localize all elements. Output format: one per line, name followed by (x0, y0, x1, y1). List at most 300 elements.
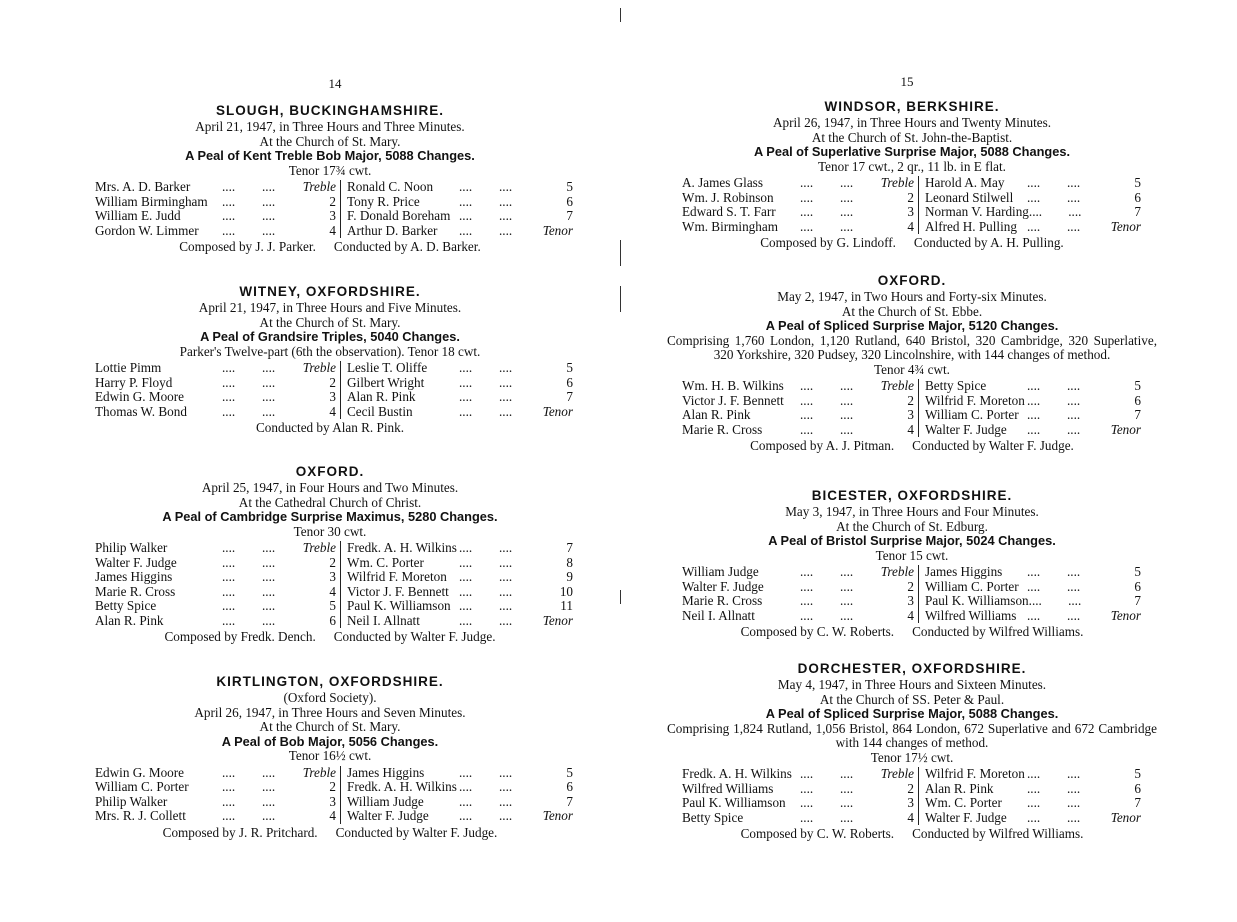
leader-dots: .... (800, 189, 814, 205)
peal-detail-line: Parker's Twelve-part (6th the observation). Tenor 18 cwt. (179, 343, 481, 359)
leader-dots: .... (1027, 378, 1041, 393)
leader-dots: .... (262, 222, 276, 238)
ringer-row (682, 408, 918, 423)
bell-number: Tenor (542, 403, 573, 419)
peal-title: A Peal of Grandsire Triples, 5040 Changes. (200, 329, 460, 344)
leader-dots: .... (262, 764, 276, 780)
bell-number: Tenor (1110, 421, 1141, 437)
ringer-row (95, 585, 340, 600)
peal-credits (80, 629, 580, 644)
leader-dots: .... (800, 809, 814, 825)
leader-dots: .... (1027, 407, 1041, 422)
ringer-name: Harold A. May (925, 175, 1005, 190)
leader-dots: .... (1027, 795, 1041, 810)
leader-dots: .... (800, 564, 814, 579)
ringer-name: William E. Judd (95, 208, 181, 223)
leader-dots: .... (459, 554, 473, 570)
leader-dots: .... (222, 360, 236, 375)
leader-dots: .... (800, 218, 814, 234)
leader-dots: .... (459, 179, 473, 194)
leader-dots: .... (459, 360, 473, 375)
ringer-row (682, 796, 918, 811)
credit-line: Conducted by A. H. Pulling. (913, 235, 1064, 250)
ringer-name: Cecil Bustin (347, 403, 413, 419)
ringer-row (925, 594, 1145, 609)
peal-detail-line: At the Church of St. John-the-Baptist. (811, 129, 1013, 145)
leader-dots: .... (222, 598, 236, 613)
ringer-name: Gordon W. Limmer (95, 222, 199, 238)
leader-dots: .... (262, 193, 276, 209)
ringer-name: William C. Porter (95, 779, 189, 794)
leader-dots: .... (1067, 809, 1081, 825)
ringer-row (682, 811, 918, 826)
peal-detail-line: Tenor 15 cwt. (875, 547, 949, 563)
credit-line: Conducted by Alan R. Pink. (256, 420, 404, 435)
leader-dots: .... (222, 583, 236, 599)
bell-number: 11 (560, 598, 573, 613)
ringer-row (95, 180, 340, 195)
peal-title: A Peal of Superlative Surprise Major, 5088 Changes. (753, 144, 1070, 159)
leader-dots: .... (840, 809, 854, 825)
ringer-name: William Judge (682, 564, 759, 579)
leader-dots: .... (1027, 175, 1041, 190)
leader-dots: .... (499, 360, 513, 375)
peal-record (667, 487, 1157, 639)
gutter-mark (620, 286, 621, 312)
ringer-name: Wm. C. Porter (925, 795, 1002, 810)
ringer-row (925, 767, 1145, 782)
peal-heading: SLOUGH, BUCKINGHAMSHIRE. (215, 103, 444, 118)
right-page (622, 0, 1237, 922)
bell-number: Treble (880, 378, 914, 393)
leader-dots: .... (840, 175, 854, 190)
ringer-name: Ronald C. Noon (347, 179, 434, 194)
leader-dots: .... (459, 598, 473, 613)
leader-dots: .... (1027, 780, 1041, 796)
bell-number: 2 (907, 578, 914, 594)
peal-detail-line: Tenor 16½ cwt. (288, 748, 372, 763)
ringer-name: Wm. Birmingham (682, 218, 778, 234)
bell-number: 2 (907, 392, 914, 408)
credit-line: Composed by C. W. Roberts. (740, 826, 895, 841)
ringer-row (925, 580, 1145, 595)
peal-detail-line: Tenor 17½ cwt. (870, 749, 954, 765)
leader-dots: .... (262, 569, 276, 584)
ringer-name: Neil I. Allnatt (347, 612, 420, 628)
ringer-name: Paul K. Williamson (925, 593, 1029, 608)
ringer-row (925, 379, 1145, 394)
leader-dots: .... (459, 540, 473, 555)
peal-heading: KIRTLINGTON, OXFORDSHIRE. (216, 674, 444, 689)
ringer-row (95, 556, 340, 571)
ringer-row (347, 809, 577, 824)
credit-line: Conducted by Walter F. Judge. (333, 629, 496, 644)
leader-dots: .... (499, 764, 513, 780)
bell-number: 4 (907, 421, 914, 437)
leader-dots: .... (800, 578, 814, 594)
credit-line: Conducted by Wilfred Williams. (912, 826, 1084, 841)
ringer-row (347, 780, 577, 795)
ringer-row (682, 782, 918, 797)
leader-dots: .... (499, 793, 513, 809)
leader-dots: .... (800, 392, 814, 408)
ringer-name: Norman V. Harding (925, 204, 1029, 219)
ringer-row (95, 361, 340, 376)
credit-line: Conducted by Walter F. Judge. (335, 824, 498, 840)
ringers-left-column (682, 379, 919, 437)
bell-number: 5 (566, 179, 573, 194)
leader-dots: .... (222, 374, 236, 390)
ringer-name: Victor J. F. Bennett (347, 583, 449, 599)
leader-dots: .... (800, 593, 814, 608)
leader-dots: .... (1027, 421, 1041, 437)
ringer-row (95, 541, 340, 556)
ringer-row (347, 209, 577, 224)
ringer-name: Alan R. Pink (95, 612, 164, 628)
leader-dots: .... (262, 360, 276, 375)
credit-line: Conducted by Wilfred Williams. (912, 624, 1084, 639)
bell-number: 4 (329, 808, 336, 823)
bell-number: 4 (907, 607, 914, 623)
peal-detail-line: Tenor 17¾ cwt. (288, 162, 372, 178)
leader-dots: .... (1027, 564, 1041, 579)
leader-dots: .... (1067, 407, 1081, 422)
leader-dots: .... (840, 780, 854, 796)
peal-detail-line: April 21, 1947, in Three Hours and Three Minutes. (195, 119, 465, 134)
ringers-left-column (682, 176, 919, 234)
leader-dots: .... (800, 175, 814, 190)
bell-number: Tenor (542, 808, 573, 823)
bell-number: 10 (559, 583, 573, 599)
ringer-name: Harry P. Floyd (95, 374, 173, 390)
bell-number: 8 (566, 554, 573, 570)
leader-dots: .... (499, 612, 513, 628)
leader-dots: .... (1067, 795, 1081, 810)
leader-dots: .... (800, 204, 814, 219)
ringer-row (925, 609, 1145, 624)
bell-number: 5 (1134, 564, 1141, 579)
leader-dots: .... (222, 793, 236, 809)
credit-line: Composed by Fredk. Dench. (164, 629, 316, 644)
ringer-row (347, 390, 577, 405)
leader-dots: .... (1068, 204, 1082, 219)
leader-dots: .... (1027, 578, 1041, 594)
peal-title: A Peal of Spliced Surprise Major, 5088 Changes. (765, 706, 1059, 721)
ringers-band (80, 180, 580, 238)
peal-detail-line: April 26, 1947, in Three Hours and Twenty Minutes. (772, 115, 1052, 130)
leader-dots: .... (1027, 809, 1041, 825)
bell-number: 4 (329, 222, 336, 238)
bell-number: 3 (907, 593, 914, 608)
leader-dots: .... (499, 389, 513, 404)
leader-dots: .... (222, 554, 236, 570)
ringer-name: Neil I. Allnatt (682, 607, 755, 623)
ringer-row (925, 782, 1145, 797)
ringer-row (682, 394, 918, 409)
ringer-name: Philip Walker (95, 793, 168, 809)
ringers-band (667, 565, 1157, 623)
bell-number: 7 (1134, 795, 1141, 810)
leader-dots: .... (222, 208, 236, 223)
ringer-row (682, 205, 918, 220)
ringer-row (682, 565, 918, 580)
bell-number: 2 (907, 189, 914, 205)
bell-number: 6 (1134, 392, 1141, 408)
ringers-right-column (919, 379, 1145, 437)
leader-dots: .... (499, 779, 513, 794)
leader-dots: .... (262, 793, 276, 809)
ringer-name: William Judge (347, 793, 424, 809)
ringer-name: F. Donald Boreham (347, 208, 451, 223)
ringer-name: William C. Porter (925, 407, 1019, 422)
ringers-band (667, 176, 1157, 234)
ringers-band (667, 379, 1157, 437)
leader-dots: .... (262, 612, 276, 628)
ringer-name: Victor J. F. Bennett (682, 392, 784, 408)
ringer-name: Alan R. Pink (682, 407, 751, 422)
leader-dots: .... (262, 374, 276, 390)
ringer-row (925, 176, 1145, 191)
leader-dots: .... (222, 193, 236, 209)
peal-detail-line: May 4, 1947, in Three Hours and Sixteen Minutes. (777, 677, 1047, 692)
ringer-row (95, 780, 340, 795)
peal-heading: OXFORD. (295, 464, 365, 479)
ringer-name: Mrs. A. D. Barker (95, 179, 191, 194)
ringer-row (925, 796, 1145, 811)
bell-number: 3 (907, 795, 914, 810)
ringers-band (80, 766, 580, 824)
peal-heading: WITNEY, OXFORDSHIRE. (239, 284, 421, 299)
peal-detail-line: (Oxford Society). (283, 690, 377, 705)
leader-dots: .... (262, 583, 276, 599)
leader-dots: .... (262, 540, 276, 555)
leader-dots: .... (262, 179, 276, 194)
ringer-name: Mrs. R. J. Collett (95, 808, 186, 823)
ringer-name: Walter F. Judge (925, 809, 1007, 825)
ringer-row (682, 423, 918, 438)
ringer-row (682, 191, 918, 206)
ringer-row (347, 195, 577, 210)
peal-detail-line: At the Church of SS. Peter & Paul. (819, 691, 1005, 707)
ringer-name: James Higgins (347, 764, 425, 780)
ringer-row (925, 565, 1145, 580)
gutter-mark (620, 590, 621, 604)
ringer-row (925, 191, 1145, 206)
ringer-name: Wilfrid F. Moreton (347, 569, 447, 584)
ringer-row (347, 376, 577, 391)
ringer-name: Alfred H. Pulling (925, 218, 1017, 234)
leader-dots: .... (499, 208, 513, 223)
bell-number: 5 (1134, 766, 1141, 781)
page-number: 14 (328, 76, 342, 91)
peal-title: A Peal of Cambridge Surprise Maximus, 5280 Changes. (162, 509, 498, 524)
credit-line: Composed by J. R. Pritchard. (162, 824, 318, 840)
bell-number: Treble (880, 564, 914, 579)
leader-dots: .... (840, 378, 854, 393)
leader-dots: .... (459, 612, 473, 628)
leader-dots: .... (499, 583, 513, 599)
bell-number: 6 (1134, 189, 1141, 205)
ringer-name: Betty Spice (682, 809, 744, 825)
peal-record (667, 98, 1157, 250)
peal-detail-line: At the Church of St. Edburg. (836, 518, 988, 534)
peal-title: A Peal of Bob Major, 5056 Changes. (221, 733, 439, 749)
leader-dots: .... (459, 583, 473, 599)
ringer-name: Marie R. Cross (95, 583, 176, 599)
peal-record (80, 673, 580, 840)
leader-dots: .... (1068, 593, 1082, 608)
peal-detail-line: At the Church of St. Mary. (259, 719, 401, 734)
bell-number: 3 (329, 793, 336, 809)
ringer-row (95, 195, 340, 210)
leader-dots: .... (800, 795, 814, 810)
peal-credits (667, 235, 1157, 250)
bell-number: 5 (566, 360, 573, 375)
leader-dots: .... (262, 808, 276, 823)
leader-dots: .... (840, 421, 854, 437)
ringer-row (347, 766, 577, 781)
leader-dots: .... (840, 392, 854, 408)
leader-dots: .... (222, 222, 236, 238)
ringer-row (347, 541, 577, 556)
ringer-row (925, 394, 1145, 409)
leader-dots: .... (459, 193, 473, 209)
bell-number: 3 (907, 407, 914, 422)
leader-dots: .... (499, 374, 513, 390)
ringer-name: Arthur D. Barker (347, 222, 438, 238)
ringers-left-column (95, 180, 341, 238)
leader-dots: .... (222, 764, 236, 780)
ringer-row (925, 423, 1145, 438)
ringer-name: Walter F. Judge (925, 421, 1007, 437)
ringer-row (95, 809, 340, 824)
peal-record (667, 660, 1157, 841)
peal-detail-line: Tenor 4¾ cwt. (874, 361, 950, 377)
ringer-name: Paul K. Williamson (347, 598, 451, 613)
leader-dots: .... (262, 403, 276, 419)
leader-dots: .... (222, 612, 236, 628)
leader-dots: .... (1067, 564, 1081, 579)
ringer-name: Edward S. T. Farr (682, 204, 776, 219)
leader-dots: .... (262, 779, 276, 794)
ringer-name: Fredk. A. H. Wilkins (682, 766, 792, 781)
leader-dots: .... (1027, 766, 1041, 781)
leader-dots: .... (262, 208, 276, 223)
bell-number: 7 (566, 540, 573, 555)
ringer-name: Leslie T. Oliffe (347, 360, 428, 375)
ringer-name: Thomas W. Bond (95, 403, 187, 419)
bell-number: Treble (302, 540, 336, 555)
bell-number: 9 (566, 569, 573, 584)
ringer-name: Fredk. A. H. Wilkins (347, 540, 457, 555)
bell-number: 4 (329, 583, 336, 599)
leader-dots: .... (499, 598, 513, 613)
ringer-name: Wm. J. Robinson (682, 189, 774, 205)
leader-dots: .... (800, 378, 814, 393)
ringers-right-column (341, 766, 577, 824)
peal-record (80, 463, 580, 644)
peal-record (80, 283, 580, 435)
ringers-right-column (919, 767, 1145, 825)
leader-dots: .... (840, 189, 854, 205)
bell-number: Treble (880, 766, 914, 781)
ringer-name: James Higgins (95, 569, 173, 584)
ringers-left-column (95, 541, 341, 628)
leader-dots: .... (800, 421, 814, 437)
peal-credits (667, 438, 1157, 453)
peal-detail-line: Comprising 1,824 Rutland, 1,056 Bristol, 864 London, 672 Superlative and 672 Cambridge with 144 changes of method. (667, 720, 1157, 750)
ringer-name: Wilfred Williams (925, 607, 1017, 623)
ringer-row (95, 209, 340, 224)
page-number: 15 (900, 74, 914, 89)
leader-dots: .... (1028, 593, 1042, 608)
ringer-row (347, 224, 577, 239)
leader-dots: .... (1067, 421, 1081, 437)
ringer-name: Walter F. Judge (95, 554, 177, 570)
peal-heading: WINDSOR, BERKSHIRE. (824, 99, 1000, 114)
leader-dots: .... (1067, 175, 1081, 190)
leader-dots: .... (840, 564, 854, 579)
bell-number: 5 (329, 598, 336, 613)
leader-dots: .... (499, 554, 513, 570)
leader-dots: .... (1027, 189, 1041, 205)
peal-detail-line: May 3, 1947, in Three Hours and Four Minutes. (785, 504, 1039, 519)
peal-credits (80, 825, 580, 840)
bell-number: Treble (302, 179, 336, 194)
peal-detail-line: May 2, 1947, in Two Hours and Forty-six Minutes. (777, 289, 1047, 304)
bell-number: 3 (329, 389, 336, 404)
leader-dots: .... (1067, 780, 1081, 796)
ringer-name: Wilfrid F. Moreton (925, 766, 1025, 781)
peal-heading: DORCHESTER, OXFORDSHIRE. (797, 661, 1027, 676)
leader-dots: .... (840, 607, 854, 623)
peal-credits (80, 420, 580, 435)
bell-number: 3 (329, 208, 336, 223)
ringers-right-column (341, 180, 577, 238)
ringer-name: James Higgins (925, 564, 1003, 579)
peal-detail-line: April 21, 1947, in Three Hours and Five Minutes. (198, 300, 462, 315)
leader-dots: .... (1027, 392, 1041, 408)
ringer-name: Alan R. Pink (347, 389, 416, 404)
bell-number: 6 (329, 612, 336, 628)
ringer-name: Gilbert Wright (347, 374, 425, 390)
peal-detail-line: April 25, 1947, in Four Hours and Two Minutes. (201, 480, 459, 495)
leader-dots: .... (459, 389, 473, 404)
ringer-row (347, 614, 577, 629)
bell-number: 7 (566, 793, 573, 809)
ringer-row (347, 361, 577, 376)
peal-title: A Peal of Spliced Surprise Major, 5120 Changes. (765, 318, 1059, 333)
ringer-row (925, 205, 1145, 220)
credit-line: Composed by C. W. Roberts. (740, 624, 895, 639)
peal-credits (667, 624, 1157, 639)
ringer-row (95, 795, 340, 810)
leader-dots: .... (222, 179, 236, 194)
credit-line: Conducted by Walter F. Judge. (912, 438, 1074, 453)
bell-number: Tenor (1110, 607, 1141, 623)
ringers-right-column (919, 176, 1145, 234)
leader-dots: .... (840, 204, 854, 219)
leader-dots: .... (459, 764, 473, 780)
bell-number: Tenor (542, 222, 573, 238)
leader-dots: .... (262, 554, 276, 570)
bell-number: 6 (1134, 780, 1141, 796)
ringer-name: Alan R. Pink (925, 780, 994, 796)
leader-dots: .... (1067, 578, 1081, 594)
leader-dots: .... (459, 403, 473, 419)
bell-number: 5 (566, 764, 573, 780)
ringer-row (682, 220, 918, 235)
